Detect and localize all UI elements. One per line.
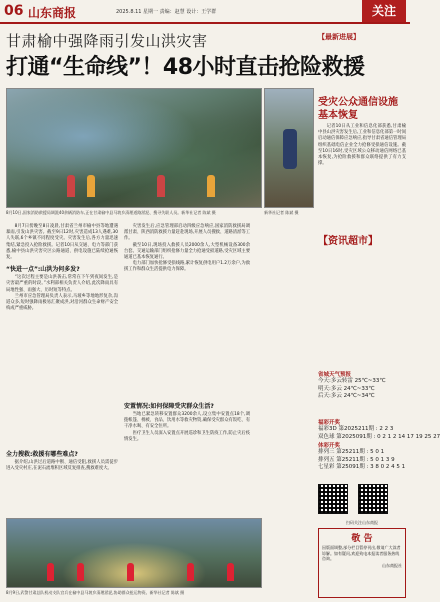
photo-caption: 8月10日,国家消防救援局调派40余辆消防车,正在甘肃榆中县马坡乡清理道路淤泥、搜寻失联人员。新华社记者 陈斌 摄 xyxy=(6,210,216,215)
notice-signature: 山东商报社 xyxy=(382,562,402,568)
lottery-line: 七星彩 第25091期 : 3 8 0 2 4 5 1 xyxy=(318,464,406,470)
qr-caption: 扫码关注山东商报 xyxy=(346,520,378,525)
weather-title: 省城天气预报 xyxy=(318,372,352,378)
rescue-photo xyxy=(6,88,262,208)
side-story-paragraph: 记者10日从工业和信息化部获悉,甘肃榆中县山洪灾害发生后,工业和信息化部第一时间启动通信保障应急响应,指导甘肃省通信管理局组织基础电信企业全力抢修受损通信设施。截至10日16时,受灾区域公众移动通信网络已基本恢复,为抢险救援和群众联络提供了有力支撑。 xyxy=(318,124,406,167)
side-photo xyxy=(264,88,314,208)
qr-code-icon[interactable] xyxy=(318,484,348,514)
soldier-figure xyxy=(227,563,234,581)
article-column xyxy=(124,398,250,508)
article-paragraph: “这次过程主要是山洪袭击,常常在下午到夜间发生,是灾害最严重的时段。”水利部相关负责人介绍,此次降雨具有局地性强、雨强大、历时短等特点。 xyxy=(6,275,118,293)
article-paragraph: 兰州市应急管理局负责人表示,马坡乡等地地形复杂,沟道众多,短时强降雨极易汇聚成洪,对沿河群众生命财产安全构成严重威胁。 xyxy=(6,293,118,312)
article-paragraph: 8月7日傍晚至8日凌晨,甘肃省兰州市榆中县等地遭遇暴雨,引发山洪灾害。截至9日12时,灾害造成13人遇难,30人失联,6个乡镇不同程度受灾。灾害发生后,各方力量迅速集结,紧急投入抢险救援。记者10日从交通、电力等部门获悉,榆中县山洪灾害灾区公路通道、供电设施已陆续抢通恢复。 xyxy=(6,224,118,261)
side-story-label: 【最新进展】 xyxy=(318,33,360,41)
lottery-line: 双色球 第2025091期 : 0 2 1 2 14 17 19 25 27 xyxy=(318,433,440,440)
section-heading: “快进一点”:山洪为何多发? xyxy=(6,266,80,274)
soldier-figure xyxy=(127,563,134,581)
soldier-figure xyxy=(47,563,54,581)
page-number: 06 xyxy=(4,3,24,19)
rescuer-figure xyxy=(87,175,95,197)
article-column xyxy=(6,224,118,432)
sidebar-title: 【资讯超市】 xyxy=(318,236,378,247)
notice-title: 敬 告 xyxy=(351,534,373,544)
qr-codes xyxy=(318,484,406,518)
section-name: 山东商报 xyxy=(28,6,77,20)
lottery-box xyxy=(318,418,440,472)
weather-line: 明天:多云 24℃~33℃ xyxy=(318,385,375,392)
article-paragraph: 医疗卫生人员深入安置点开展巡诊和卫生防疫工作,防止灾后疫情发生。 xyxy=(124,430,250,442)
section-heading: 全力搜救:救援有哪些难点? xyxy=(6,451,78,458)
qr-code-icon[interactable] xyxy=(358,484,388,514)
bottom-photo-caption: 8月9日,武警甘肃总队机动支队官兵在榆中县马坡乡清理淤泥,协助群众抢运物资。新华社记者 陈斌 摄 xyxy=(6,590,185,595)
section-heading: 安置情况:如何保障受灾群众生活? xyxy=(124,403,214,410)
lottery-subtitle: 体彩开奖 xyxy=(318,443,341,449)
subheadline: 甘肃榆中强降雨引发山洪灾害 xyxy=(6,32,208,50)
worker-figure xyxy=(283,129,297,169)
article-paragraph: 据介绍,山洪过后道路中断、通信受阻,救援人员需徒步进入受灾村庄,在泥石流堆积区域反复排查,搜救难度大。 xyxy=(6,460,118,472)
weather-line: 今天:多云转雷 25℃~33℃ xyxy=(318,378,386,384)
info-sidebar xyxy=(266,232,440,598)
weather-line: 后天:多云 24℃~34℃ xyxy=(318,393,375,399)
article-paragraph: 当地已紧急转移安置群众3200余人,设立集中安置点18个,调拨帐篷、棉被、食品、饮用水等救灾物资,确保受灾群众有饭吃、有干净水喝、有安全住所。 xyxy=(124,412,250,430)
headline: 打通“生命线”！48小时直击抢险救援 xyxy=(6,55,365,80)
article-paragraph: 灾害发生后,应急管理部启动四级应急响应,国家消防救援局调派甘肃、陕西消防救援力量赶赴现场,开展人员搜救、道路清淤等工作。 xyxy=(124,224,250,242)
article-column xyxy=(124,224,250,388)
issue-meta: 2025.8.11 星期一 责编：赵慧 设计：王学群 xyxy=(116,9,217,15)
notice-body: 因版面调整,部分栏目暂停刊出,敬请广大读者谅解。如有疑问,欢迎致电本报读者服务热线咨询。 xyxy=(322,545,401,562)
lottery-line: 排列三 第25211期 : 5 0 1 xyxy=(318,449,385,455)
side-story-body xyxy=(318,124,406,236)
side-story-headline: 受灾公众通信设施基本恢复 xyxy=(318,97,398,121)
rescuer-figure xyxy=(207,175,215,197)
weather-box xyxy=(318,370,406,401)
bottom-photo xyxy=(6,518,262,588)
lottery-line: 排列五 第25211期 : 5 0 1 3 9 xyxy=(318,456,395,463)
section-tag: 关注 xyxy=(362,0,406,22)
soldier-figure xyxy=(187,563,194,581)
page-header xyxy=(0,0,410,24)
lottery-title: 福彩开奖 xyxy=(318,420,341,426)
article-paragraph: 截至10日,现场投入救援人员2000余人,大型机械设备300余台套。交通运输部门组织抢修力量全力抢通受损道路,受灾区域主要通道已基本恢复通行。 xyxy=(124,242,250,261)
soldier-figure xyxy=(77,563,84,581)
lottery-line: 福彩3D 第2025211期 : 2 2 3 xyxy=(318,426,394,432)
notice-box xyxy=(318,528,406,598)
rescuer-figure xyxy=(157,175,165,197)
side-photo-caption: 新华社记者 陈斌 摄 xyxy=(264,210,299,215)
rescuer-figure xyxy=(67,175,75,197)
article-column xyxy=(6,446,118,512)
article-paragraph: 电力部门加快抢修受损线路,累计恢复供电用户1.2万余户,为救援工作和群众生活提供电力保障。 xyxy=(124,261,250,273)
